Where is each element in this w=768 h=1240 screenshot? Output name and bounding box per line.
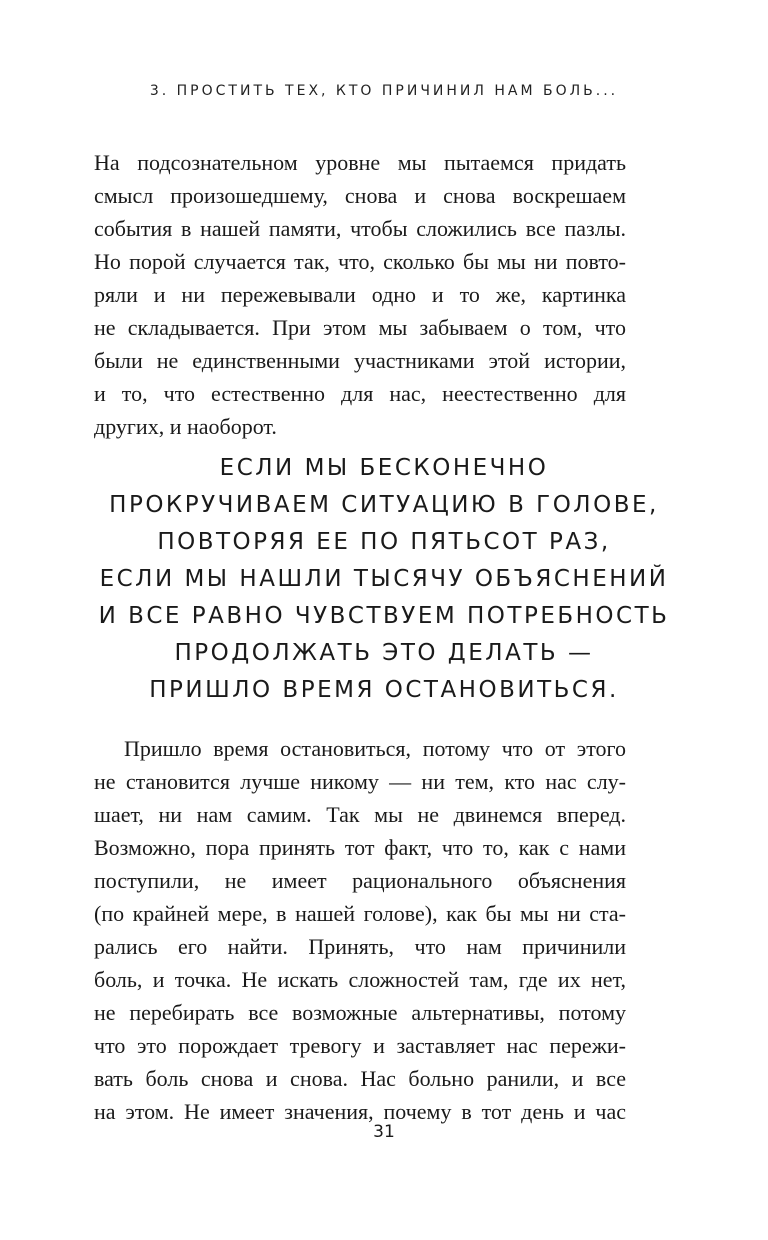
paragraph-line: смысл произошедшему, снова и снова воскрешаем <box>94 183 626 208</box>
body-paragraph-2 <box>94 732 626 1128</box>
pull-quote <box>60 450 708 709</box>
paragraph-line: (по крайней мере, в нашей голове), как бы мы ни ста- <box>94 901 626 926</box>
paragraph-line: не становится лучше никому — ни тем, кто нас слу- <box>94 769 626 794</box>
pull-quote-line: ЕСЛИ МЫ НАШЛИ ТЫСЯЧУ ОБЪЯСНЕНИЙ <box>99 566 669 592</box>
paragraph-line: шает, ни нам самим. Так мы не двинемся вперед. <box>94 802 626 827</box>
paragraph-line: были не единственными участниками этой истории, <box>94 348 626 373</box>
pull-quote-line: ПОВТОРЯЯ ЕЕ ПО ПЯТЬСОТ РАЗ, <box>157 529 611 555</box>
pull-quote-line: ПРИШЛО ВРЕМЯ ОСТАНОВИТЬСЯ. <box>149 677 619 703</box>
paragraph-line: вать боль снова и снова. Нас больно ранили, и все <box>94 1066 626 1091</box>
running-header: 3. ПРОСТИТЬ ТЕХ, КТО ПРИЧИНИЛ НАМ БОЛЬ... <box>149 83 619 99</box>
paragraph-line: Возможно, пора принять тот факт, что то, как с нами <box>94 835 626 860</box>
paragraph-line: не перебирать все возможные альтернативы, потому <box>94 1000 626 1025</box>
paragraph-line: события в нашей памяти, чтобы сложились все пазлы. <box>94 216 626 241</box>
page-number: 31 <box>373 1122 395 1142</box>
pull-quote-line: ПРОКРУЧИВАЕМ СИТУАЦИЮ В ГОЛОВЕ, <box>109 492 659 518</box>
paragraph-line: не складывается. При этом мы забываем о том, что <box>94 315 626 340</box>
paragraph-line: рались его найти. Принять, что нам причинили <box>94 934 626 959</box>
paragraph-line: поступили, не имеет рационального объяснения <box>94 868 626 893</box>
paragraph-line: ряли и ни пережевывали одно и то же, картинка <box>94 282 626 307</box>
paragraph-line: на этом. Не имеет значения, почему в тот день и час <box>94 1099 626 1124</box>
paragraph-line: На подсознательном уровне мы пытаемся придать <box>94 150 626 175</box>
paragraph-line: что это порождает тревогу и заставляет нас пережи- <box>94 1033 626 1058</box>
pull-quote-line: ПРОДОЛЖАТЬ ЭТО ДЕЛАТЬ — <box>174 640 594 666</box>
paragraph-line: Но порой случается так, что, сколько бы мы ни повто- <box>94 249 626 274</box>
paragraph-line: Пришло время остановиться, потому что от этого <box>124 736 626 761</box>
paragraph-line: других, и наоборот. <box>94 414 277 439</box>
paragraph-line: боль, и точка. Не искать сложностей там, где их нет, <box>94 967 626 992</box>
paragraph-line: и то, что естественно для нас, неестественно для <box>94 381 626 406</box>
body-paragraph-1 <box>94 146 626 443</box>
pull-quote-line: ЕСЛИ МЫ БЕСКОНЕЧНО <box>219 455 549 481</box>
pull-quote-line: И ВСЕ РАВНО ЧУВСТВУЕМ ПОТРЕБНОСТЬ <box>98 603 670 629</box>
